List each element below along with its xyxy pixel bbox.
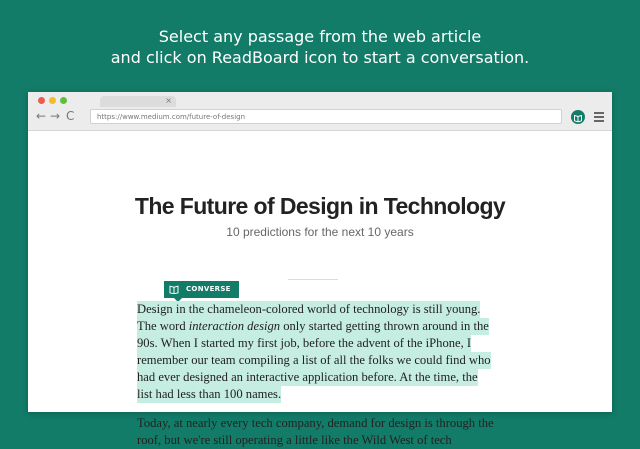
paragraph-line: roof, but we're still operating a little like the Wild West of tech <box>137 433 452 447</box>
article-title: The Future of Design in Technology <box>134 193 506 219</box>
close-window-button[interactable] <box>38 97 45 104</box>
paragraph-line: remember our team compiling a list of all the folks we could find who <box>137 353 491 367</box>
paragraph-line: 90s. When I started my first job, before the advent of the iPhone, I <box>137 336 472 350</box>
italic-term: interaction design <box>188 319 281 333</box>
paragraph-line: Design in the chameleon-colored world of technology is still young. <box>137 302 481 316</box>
book-icon <box>169 285 179 294</box>
promo-line-1: Select any passage from the web article <box>158 27 482 46</box>
paragraph <box>137 415 497 449</box>
paragraph-text: The word <box>137 319 189 333</box>
converse-label: CONVERSE <box>186 285 231 293</box>
paragraph-line: Today, at nearly every tech company, demand for design is through the <box>137 416 494 430</box>
promo-caption <box>0 26 640 68</box>
browser-window <box>28 92 612 447</box>
paragraph-line: list had less than 100 names. <box>137 387 282 401</box>
article-subtitle: 10 predictions for the next 10 years <box>226 225 414 239</box>
paragraph-text: only started getting thrown around in the <box>280 319 489 333</box>
converse-button[interactable] <box>164 281 239 298</box>
back-arrow-icon[interactable]: ← <box>36 109 47 123</box>
reload-icon[interactable]: C <box>66 109 75 123</box>
browser-tab[interactable] <box>100 96 176 107</box>
maximize-window-button[interactable] <box>60 97 67 104</box>
paragraph-line <box>137 318 489 335</box>
hamburger-menu-icon[interactable] <box>594 112 604 124</box>
tab-close-icon[interactable]: × <box>165 96 172 105</box>
divider <box>288 279 338 280</box>
minimize-window-button[interactable] <box>49 97 56 104</box>
address-bar[interactable]: https://www.medium.com/future-of-design <box>90 109 562 124</box>
paragraph-line: had ever designed an interactive application before. At the time, the <box>137 370 478 384</box>
readboard-book-icon[interactable] <box>571 110 585 124</box>
promo-line-2: and click on ReadBoard icon to start a conversation. <box>110 48 530 67</box>
highlighted-paragraph[interactable] <box>137 301 497 403</box>
forward-arrow-icon[interactable]: → <box>50 109 61 123</box>
browser-toolbar <box>28 92 612 131</box>
